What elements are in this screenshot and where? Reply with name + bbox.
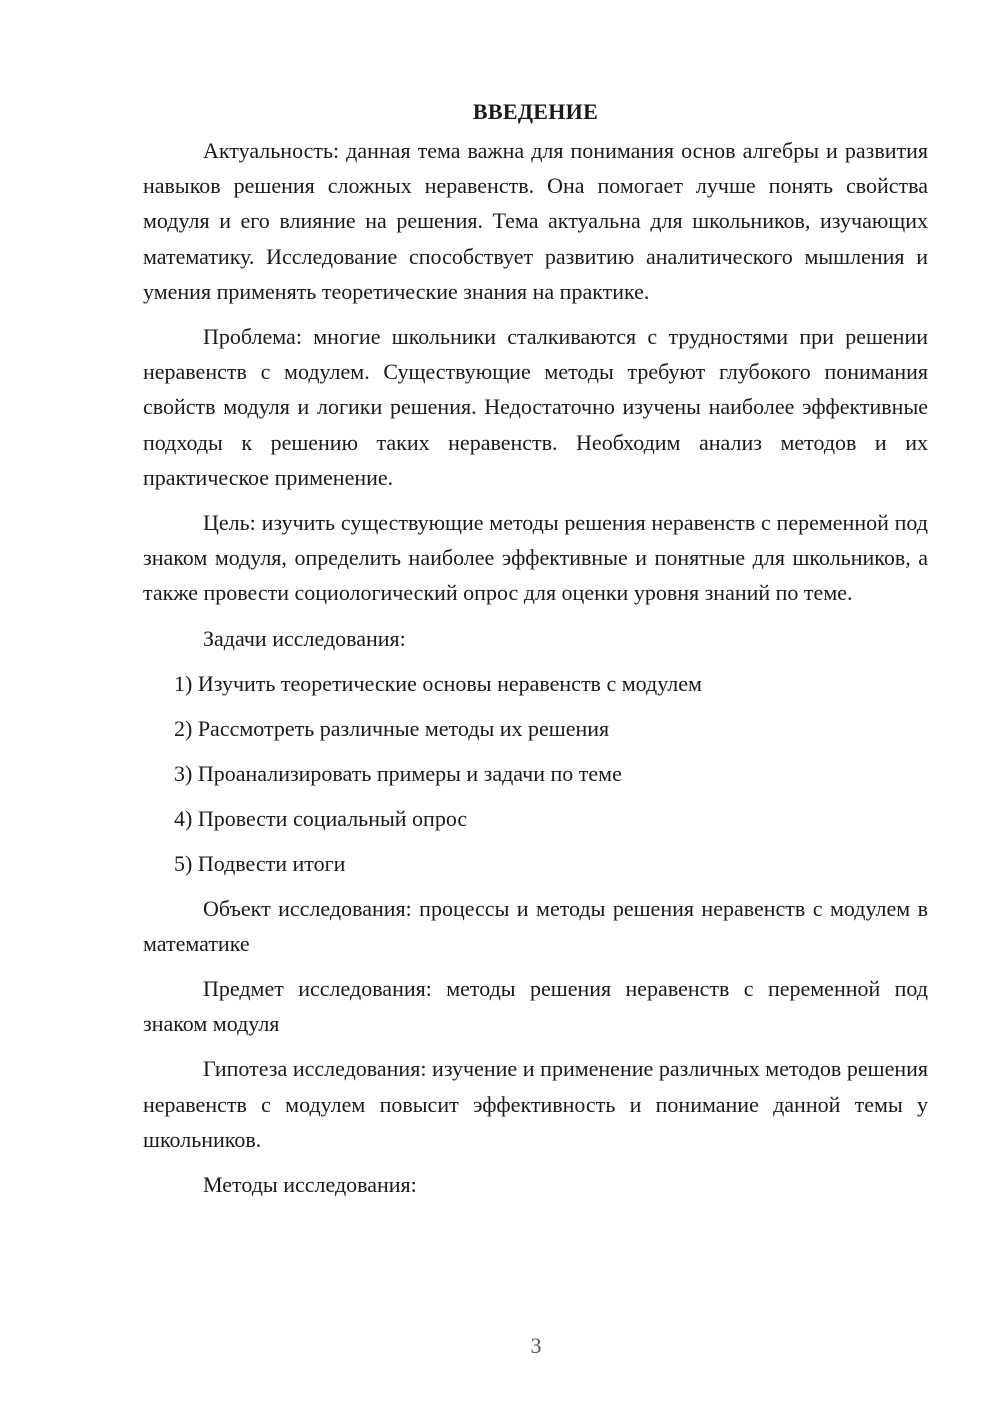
relevance-paragraph: Актуальность: данная тема важна для понимания основ алгебры и развития навыков решения сложных неравенств. Она помогает лучше понять свойства модуля и его влияние на решения. Тема актуальна для школьников, изучающих математику. Исследование способствует развитию аналитического мышления и умения применять теоретические знания на практике. [143,138,928,304]
task-item: 4) Провести социальный опрос [174,805,468,831]
problem-paragraph: Проблема: многие школьники сталкиваются с трудностями при решении неравенств с модулем. Существующие методы требуют глубокого понимания свойств модуля и логики решения. Недостаточно изучены наиболее эффективные подходы к решению таких неравенств. Необходим анализ методов и их практическое применение. [143,324,928,490]
hypothesis-paragraph: Гипотеза исследования: изучение и применение различных методов решения неравенств с модулем повысит эффективность и понимание данной темы у школьников. [143,1056,928,1152]
tasks-heading: Задачи исследования: [203,625,406,651]
tasks-list [143,666,928,881]
methods-heading: Методы исследования: [203,1172,417,1198]
task-item: 5) Подвести итоги [174,850,346,876]
object-paragraph: Объект исследования: процессы и методы решения неравенств с модулем в математике [143,895,928,956]
subject-paragraph: Предмет исследования: методы решения неравенств с переменной под знаком модуля [143,976,928,1037]
section-title: ВВЕДЕНИЕ [472,99,599,124]
page-number: 3 [530,1333,542,1358]
goal-paragraph: Цель: изучить существующие методы решения неравенств с переменной под знаком модуля, определить наиболее эффективные и понятные для школьников, а также провести социологический опрос для оценки уровня знаний по теме. [143,510,928,606]
task-item: 3) Проанализировать примеры и задачи по теме [174,760,622,786]
task-item: 2) Рассмотреть различные методы их решения [174,715,610,741]
page-content [143,94,928,1212]
task-item: 1) Изучить теоретические основы неравенств с модулем [174,670,702,696]
